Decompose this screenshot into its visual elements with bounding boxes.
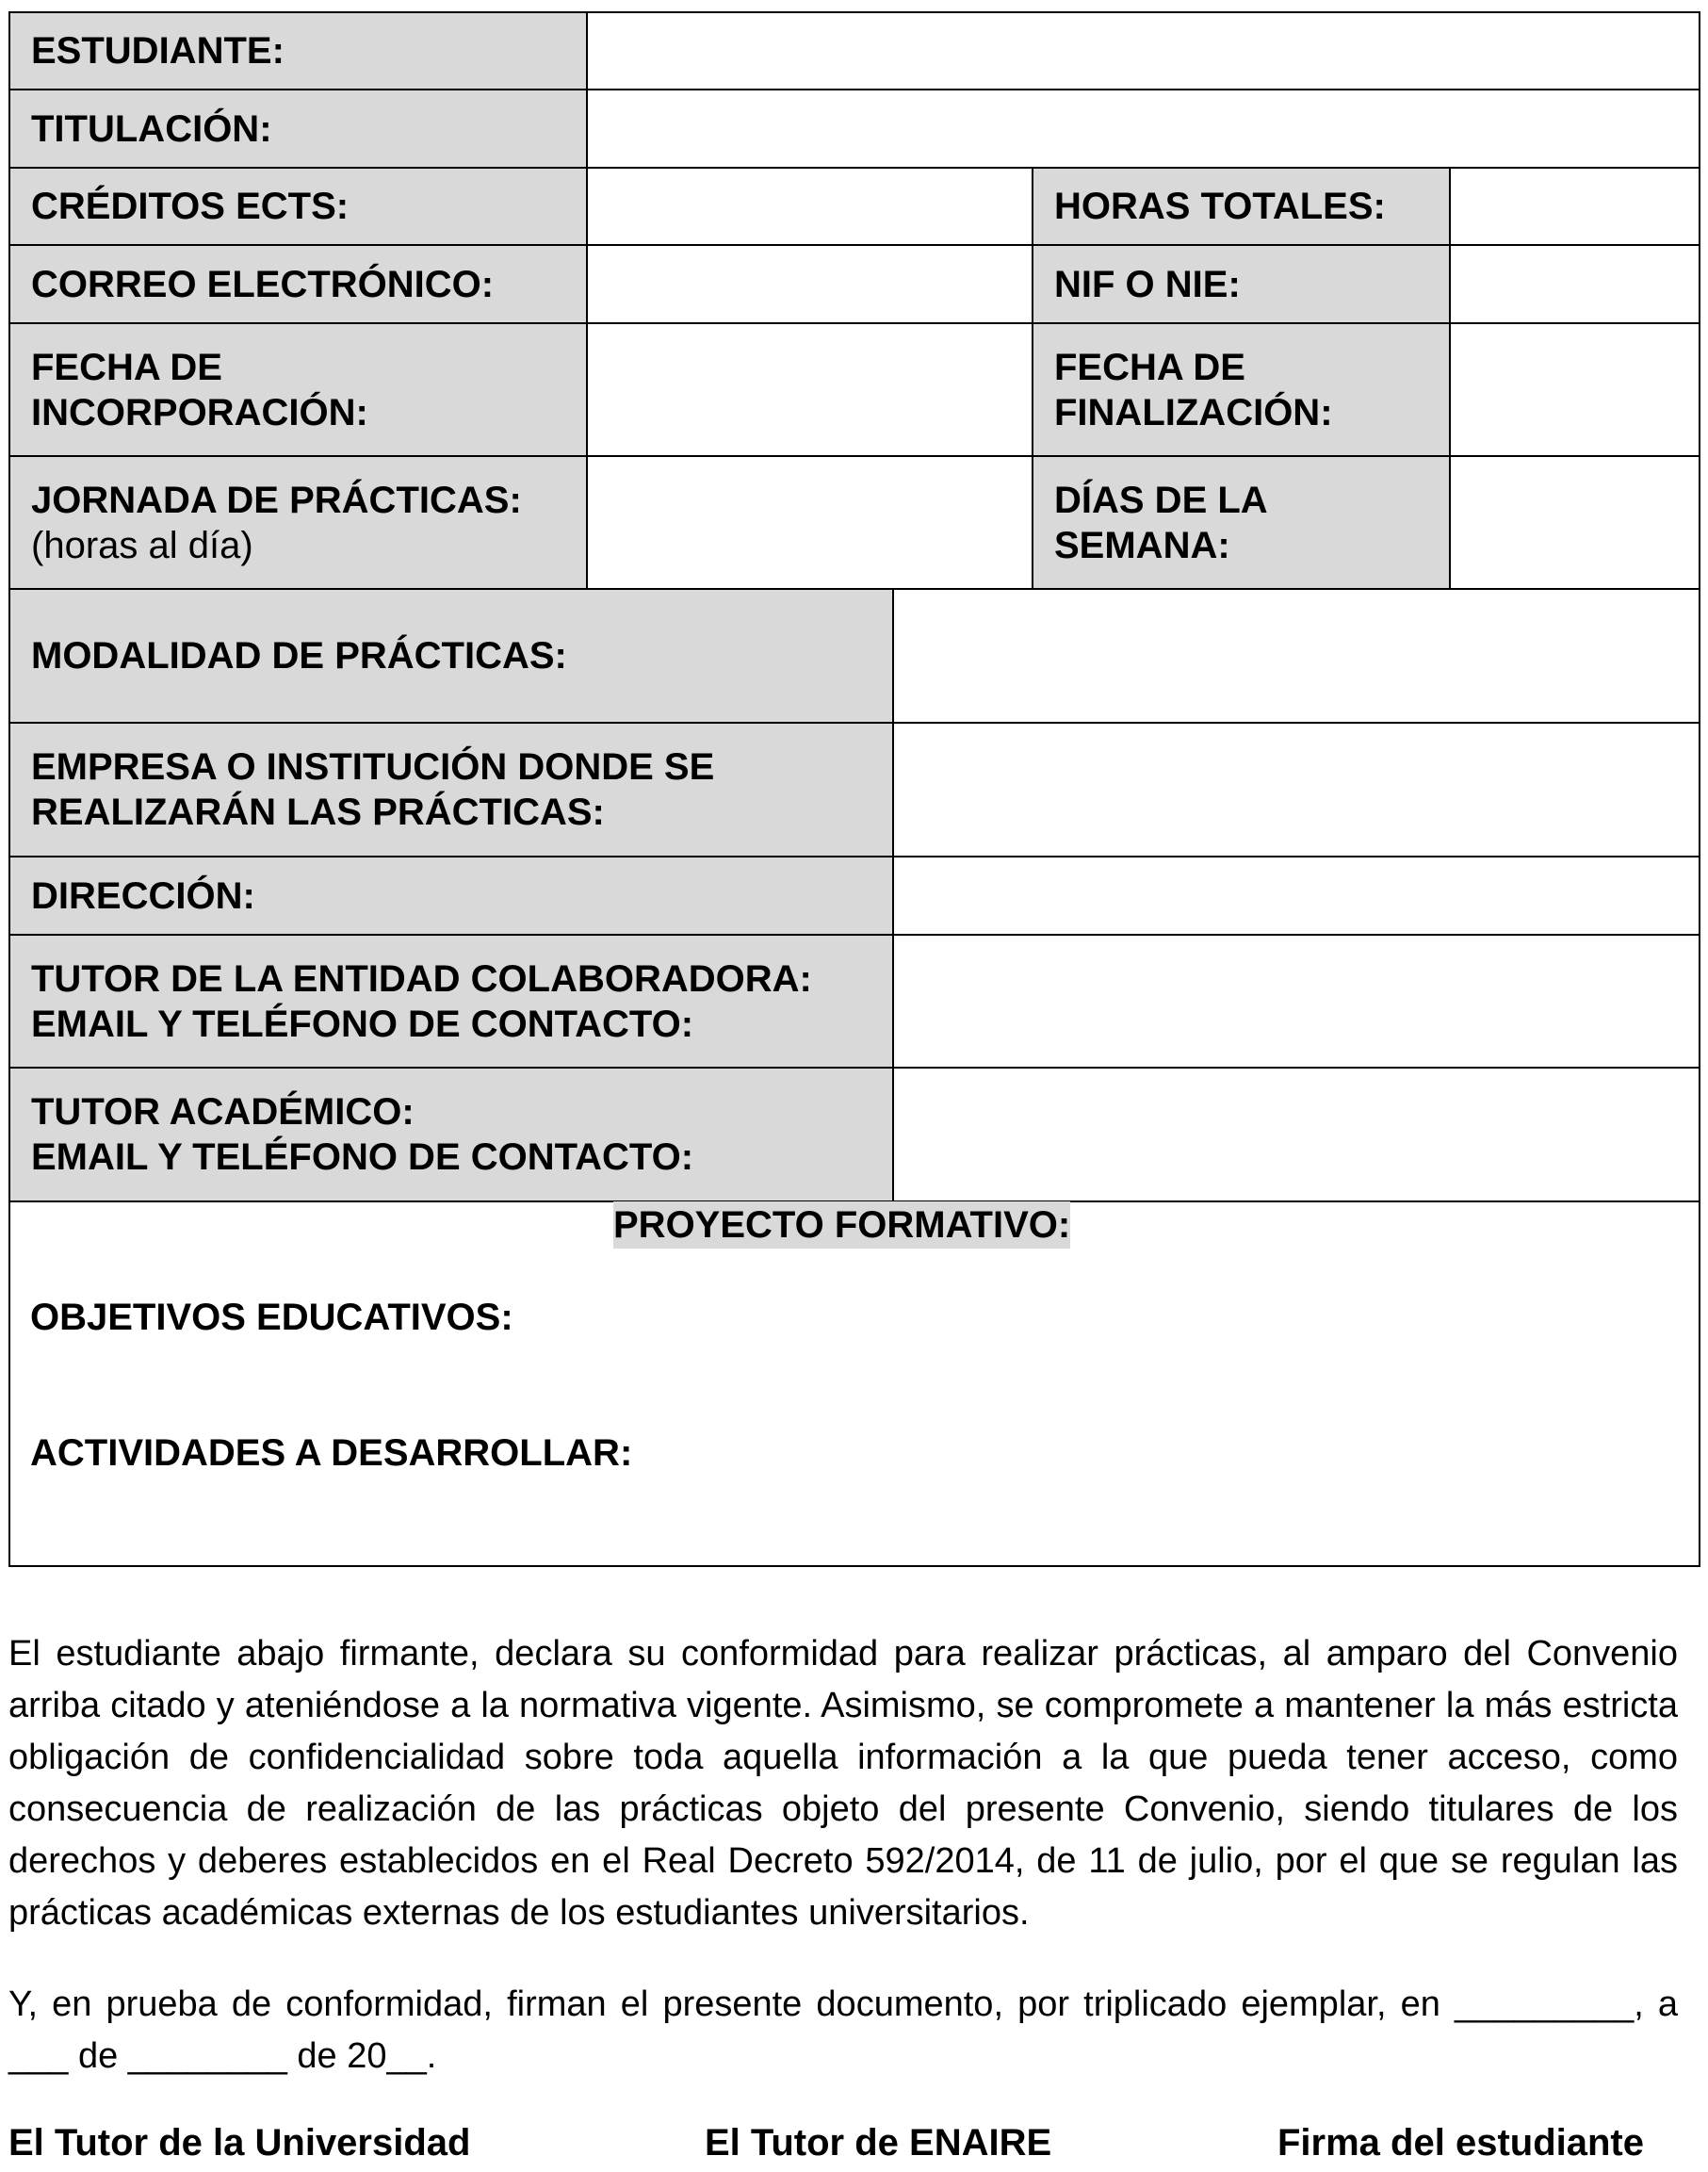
correo-label: CORREO ELECTRÓNICO:	[8, 244, 588, 324]
fecha-finalizacion-label: FECHA DE FINALIZACIÓN:	[1032, 322, 1451, 457]
direccion-field[interactable]	[892, 856, 1700, 936]
modalidad-label: MODALIDAD DE PRÁCTICAS:	[8, 588, 894, 724]
jornada-label: JORNADA DE PRÁCTICAS: (horas al día)	[8, 455, 588, 590]
nif-label: NIF O NIE:	[1032, 244, 1451, 324]
horas-totales-label: HORAS TOTALES:	[1032, 167, 1451, 246]
actividades-label: ACTIVIDADES A DESARROLLAR:	[30, 1432, 633, 1474]
empresa-label: EMPRESA O INSTITUCIÓN DONDE SE REALIZARÁN LAS PRÁCTICAS:	[8, 722, 894, 857]
empresa-field[interactable]	[892, 722, 1700, 857]
nif-field[interactable]	[1449, 244, 1700, 324]
tutor-academico-field[interactable]	[892, 1067, 1700, 1202]
proyecto-formativo-box	[8, 1200, 1700, 1567]
jornada-field[interactable]	[586, 455, 1033, 590]
titulacion-field[interactable]	[586, 89, 1700, 169]
tutor-entidad-field[interactable]	[892, 934, 1700, 1069]
firma-tutor-enaire: El Tutor de ENAIRE	[705, 2122, 1052, 2164]
estudiante-field[interactable]	[586, 11, 1700, 90]
correo-field[interactable]	[586, 244, 1033, 324]
titulacion-label: TITULACIÓN:	[8, 89, 588, 169]
objetivos-educativos-label: OBJETIVOS EDUCATIVOS:	[30, 1297, 513, 1338]
dias-semana-label: DÍAS DE LA SEMANA:	[1032, 455, 1451, 590]
proyecto-formativo-title: PROYECTO FORMATIVO:	[613, 1201, 1070, 1249]
estudiante-label: ESTUDIANTE:	[8, 11, 588, 90]
conformidad-paragraph: Y, en prueba de conformidad, firman el presente documento, por triplicado ejemplar, en _________, a ___ de ________ de 20__.	[8, 1984, 1678, 2076]
creditos-ects-label: CRÉDITOS ECTS:	[8, 167, 588, 246]
firma-tutor-universidad: El Tutor de la Universidad	[8, 2122, 471, 2164]
tutor-academico-label: TUTOR ACADÉMICO: EMAIL Y TELÉFONO DE CONTACTO:	[8, 1067, 894, 1202]
tutor-entidad-label: TUTOR DE LA ENTIDAD COLABORADORA: EMAIL Y TELÉFONO DE CONTACTO:	[8, 934, 894, 1069]
modalidad-field[interactable]	[892, 588, 1700, 724]
dias-semana-field[interactable]	[1449, 455, 1700, 590]
firma-estudiante: Firma del estudiante	[1277, 2122, 1644, 2164]
fecha-incorporacion-field[interactable]	[586, 322, 1033, 457]
direccion-label: DIRECCIÓN:	[8, 856, 894, 936]
creditos-ects-field[interactable]	[586, 167, 1033, 246]
declaracion-paragraph: El estudiante abajo firmante, declara su conformidad para realizar prácticas, al amparo del Convenio arriba citado y ateniéndose a la normativa vigente. Asimismo, se compromete a mantener la más estricta obligación de confidencialidad sobre toda aquella información a la que pueda tener acceso, como consecuencia de realización de las prácticas objeto del presente Convenio, siendo titulares de los derechos y deberes establecidos en el Real Decreto 592/2014, de 11 de julio, por el que se regulan las prácticas académicas externas de los estudiantes universitarios.	[8, 1634, 1678, 1933]
horas-totales-field[interactable]	[1449, 167, 1700, 246]
fecha-finalizacion-field[interactable]	[1449, 322, 1700, 457]
fecha-incorporacion-label: FECHA DE INCORPORACIÓN:	[8, 322, 588, 457]
